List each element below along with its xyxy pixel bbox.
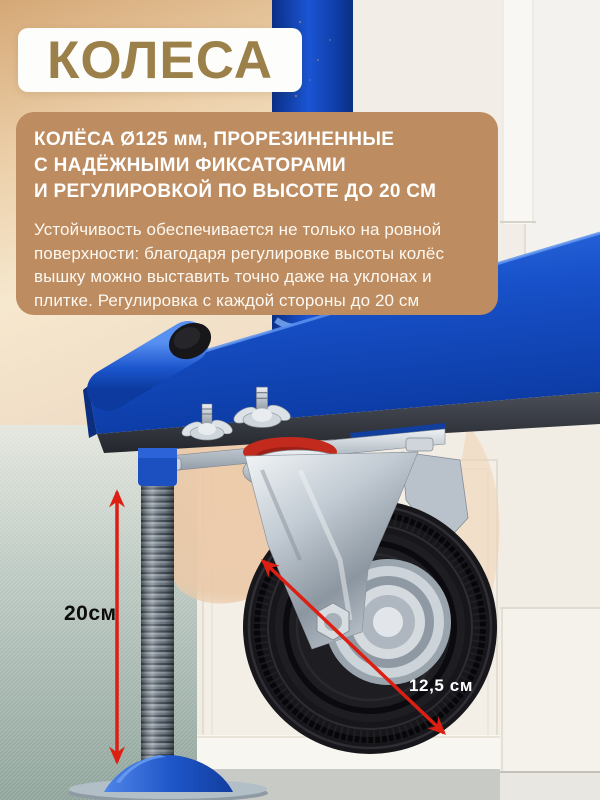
diameter-measurement-label: 12,5 см bbox=[409, 676, 474, 695]
height-measurement-label: 20см bbox=[64, 602, 117, 625]
title-card bbox=[18, 28, 302, 92]
spec-heading-line-2: С НАДЁЖНЫМИ ФИКСАТОРАМИ bbox=[34, 155, 346, 176]
spec-description: Устойчивость обеспечивается не только на ровной поверхности: благодаря регулировке высоты колёс вышку можно выставить точно даже на уклонах и плитке. Регулировка с каждой стороны до 20 см bbox=[34, 220, 445, 310]
spec-heading-line-3: И РЕГУЛИРОВКОЙ ПО ВЫСОТЕ ДО 20 СМ bbox=[34, 181, 437, 202]
spec-info-box bbox=[16, 112, 498, 315]
threaded-adjuster-rod bbox=[138, 448, 177, 762]
spec-heading-line-1: КОЛЁСА Ø125 мм, ПРОРЕЗИНЕННЫЕ bbox=[34, 129, 395, 150]
spec-heading bbox=[34, 127, 478, 205]
poster-title: КОЛЕСА bbox=[46, 30, 274, 90]
